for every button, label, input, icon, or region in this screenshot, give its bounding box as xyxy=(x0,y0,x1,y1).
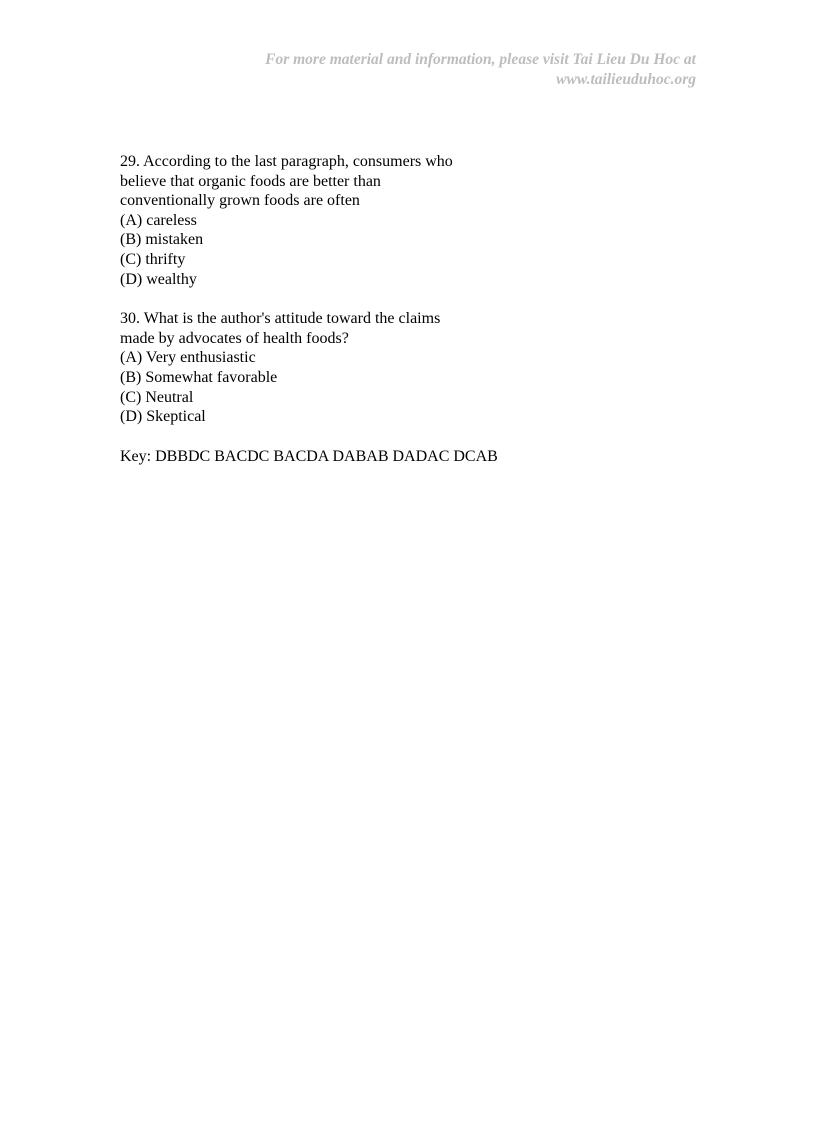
answer-option-c: (C) thrifty xyxy=(120,250,186,268)
header-line-1: For more material and information, please visit Tai Lieu Du Hoc at xyxy=(265,51,696,68)
answer-option-a: (A) careless xyxy=(120,211,197,229)
document-body xyxy=(120,152,680,466)
answer-option-b: (B) Somewhat favorable xyxy=(120,368,278,386)
page-header xyxy=(176,50,696,90)
answer-option-d: (D) wealthy xyxy=(120,270,197,288)
question-stem-line: made by advocates of health foods? xyxy=(120,329,349,347)
question-stem-line: conventionally grown foods are often xyxy=(120,192,360,210)
answer-option-d: (D) Skeptical xyxy=(120,408,206,426)
question-stem-line: 29. According to the last paragraph, consumers who xyxy=(120,153,453,170)
header-line-2: www.tailieuduhoc.org xyxy=(556,71,696,88)
question-stem-line: believe that organic foods are better than xyxy=(120,172,381,190)
answer-key: Key: DBBDC BACDC BACDA DABAB DADAC DCAB xyxy=(120,447,498,465)
question-29 xyxy=(120,152,680,289)
question-stem-line: 30. What is the author's attitude toward the claims xyxy=(120,310,441,328)
question-30 xyxy=(120,309,680,427)
answer-option-b: (B) mistaken xyxy=(120,231,204,249)
answer-option-a: (A) Very enthusiastic xyxy=(120,349,256,367)
answer-option-c: (C) Neutral xyxy=(120,388,194,406)
